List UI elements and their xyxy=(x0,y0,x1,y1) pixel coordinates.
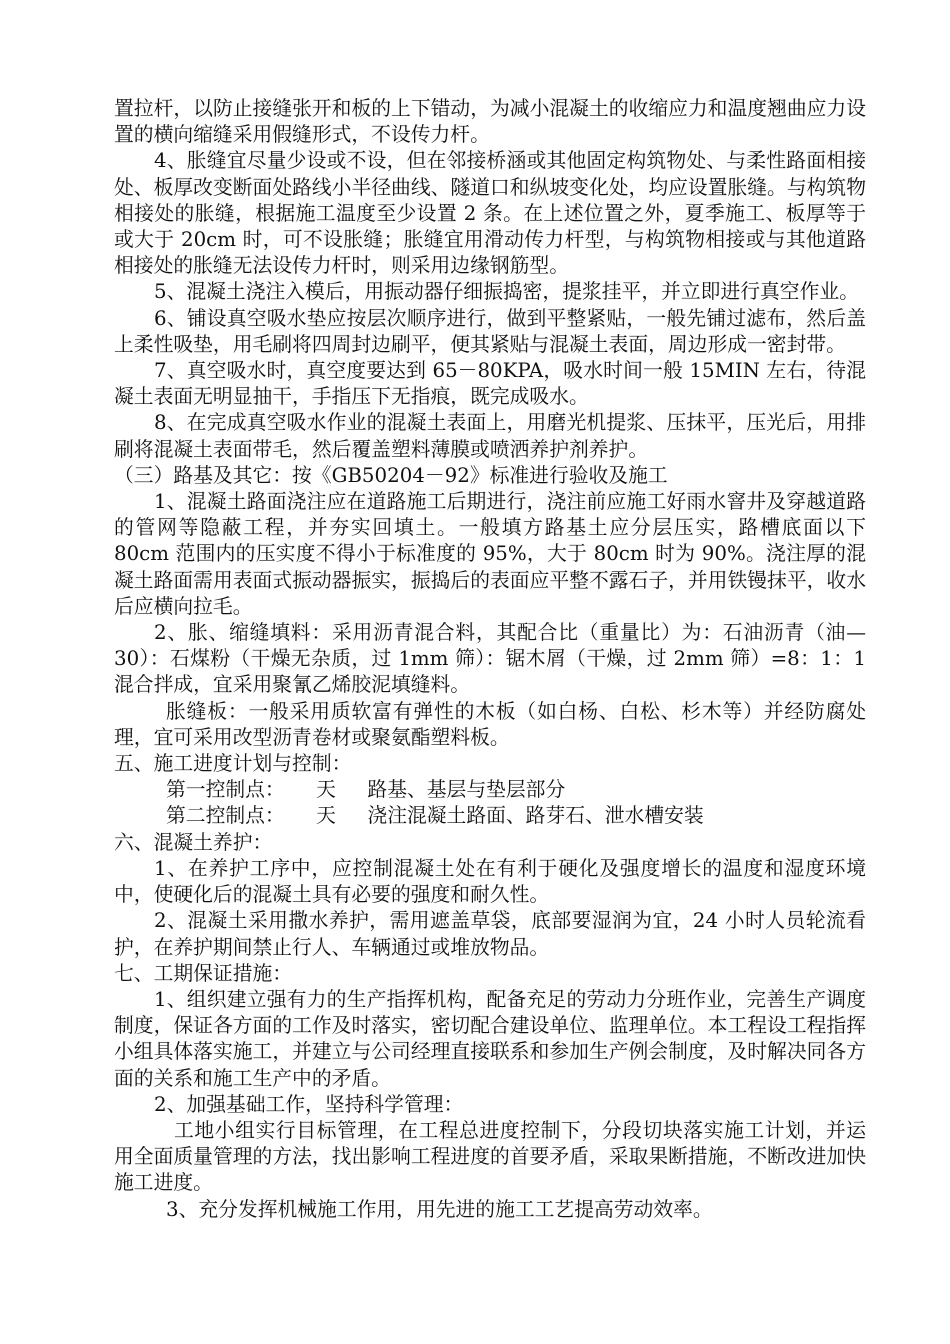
paragraph: 工地小组实行目标管理，在工程总进度控制下，分段切块落实施工计划，并运用全面质量管理的方法，找出影响工程进度的首要矛盾，采取果断措施，不断改进加快施工进度。 xyxy=(114,1118,866,1195)
paragraph: 7、真空吸水时，真空度要达到 65－80KPA，吸水时间一般 15MIN 左右，待混凝土表面无明显抽干，手指压下无指痕，既完成吸水。 xyxy=(114,359,866,409)
paragraph: 1、组织建立强有力的生产指挥机构，配备充足的劳动力分班作业，完善生产调度制度，保证各方面的工作及时落实，密切配合建设单位、监理单位。本工程设工程指挥小组具体落实施工，并建立与公司经理直接联系和参加生产例会制度，及时解决同各方面的关系和施工生产中的矛盾。 xyxy=(114,987,866,1090)
schedule-row xyxy=(114,803,866,829)
section-heading: 六、混凝土养护： xyxy=(114,830,273,854)
paragraph: 1、混凝土路面浇注应在道路施工后期进行，浇注前应施工好雨水窨井及穿越道路的管网等隐蔽工程，并夯实回填土。一般填方路基土应分层压实，路槽底面以下 80cm 范围内的压实度不得小于标准度的 95%，大于 80cm 时为 90%。浇注厚的混凝土路面需用表面式振动器振实，振捣后的表面应平整不露石子，并用铁镘抹平，收水后应横向拉毛。 xyxy=(114,490,866,618)
paragraph: 2、加强基础工作，坚持科学管理： xyxy=(154,1092,464,1116)
paragraph: 4、胀缝宜尽量少设或不设，但在邻接桥涵或其他固定构筑物处、与柔性路面相接处、板厚改变断面处路线小半径曲线、隧道口和纵坡变化处，均应设置胀缝。与构筑物相接处的胀缝，根据施工温度至少设置 2 条。在上述位置之外，夏季施工、板厚等于或大于 20cm 时，可不设胀缝；胀缝宜用滑动传力杆型，与构筑物相接或与其他道路相接处的胀缝无法设传力杆时，则采用边缘钢筋型。 xyxy=(114,149,866,278)
paragraph: 2、混凝土采用撒水养护，需用遮盖草袋，底部要湿润为宜，24 小时人员轮流看护，在养护期间禁止行人、车辆通过或堆放物品。 xyxy=(114,909,866,959)
schedule-point: 第一控制点： xyxy=(166,778,285,802)
paragraph: 6、铺设真空吸水垫应按层次顺序进行，做到平整紧贴，一般先铺过滤布，然后盖上柔性吸垫，用毛刷将四周封边刷平，便其紧贴与混凝土表面，周边形成一密封带。 xyxy=(114,306,866,356)
schedule-unit: 天 xyxy=(316,778,336,802)
paragraph: 置拉杆，以防止接缝张开和板的上下错动，为减小混凝土的收缩应力和温度翘曲应力设置的横向缩缝采用假缝形式，不设传力杆。 xyxy=(114,97,866,147)
schedule-point: 第二控制点： xyxy=(166,804,285,828)
section-heading: 七、工期保证措施： xyxy=(114,961,293,985)
section-heading: 五、施工进度计划与控制： xyxy=(114,752,352,776)
schedule-row xyxy=(114,777,866,803)
paragraph: 胀缝板：一般采用质软富有弹性的木板（如白杨、白松、杉木等）并经防腐处理，宜可采用改型沥青卷材或聚氨酯塑料板。 xyxy=(114,699,866,749)
schedule-unit: 天 xyxy=(316,804,336,828)
paragraph: 2、胀、缩缝填料：采用沥青混合料，其配合比（重量比）为：石油沥青（油—30）：石煤粉（干燥无杂质，过 1mm 筛）：锯木屑（干燥，过 2mm 筛）=8：1：1 混合拌成，宜采用聚氰乙烯胶泥填缝料。 xyxy=(114,621,866,697)
paragraph: 8、在完成真空吸水作业的混凝土表面上，用磨光机提浆、压抹平，压光后，用排刷将混凝土表面带毛，然后覆盖塑料薄膜或喷洒养护剂养护。 xyxy=(114,411,866,461)
document-body xyxy=(114,96,866,1223)
paragraph: 3、充分发挥机械施工作用，用先进的施工工艺提高劳动效率。 xyxy=(166,1197,713,1221)
paragraph: 1、在养护工序中，应控制混凝土处在有利于硬化及强度增长的温度和湿度环境中，使硬化后的混凝土具有必要的强度和耐久性。 xyxy=(114,856,866,907)
paragraph: 5、混凝土浇注入模后，用振动器仔细振捣密，提浆挂平，并立即进行真空作业。 xyxy=(154,280,859,304)
section-heading: （三）路基及其它：按《GB50204－92》标准进行验收及施工 xyxy=(114,463,668,487)
schedule-content: 路基、基层与垫层部分 xyxy=(367,778,566,802)
schedule-content: 浇注混凝土路面、路芽石、泄水槽安装 xyxy=(367,804,704,828)
